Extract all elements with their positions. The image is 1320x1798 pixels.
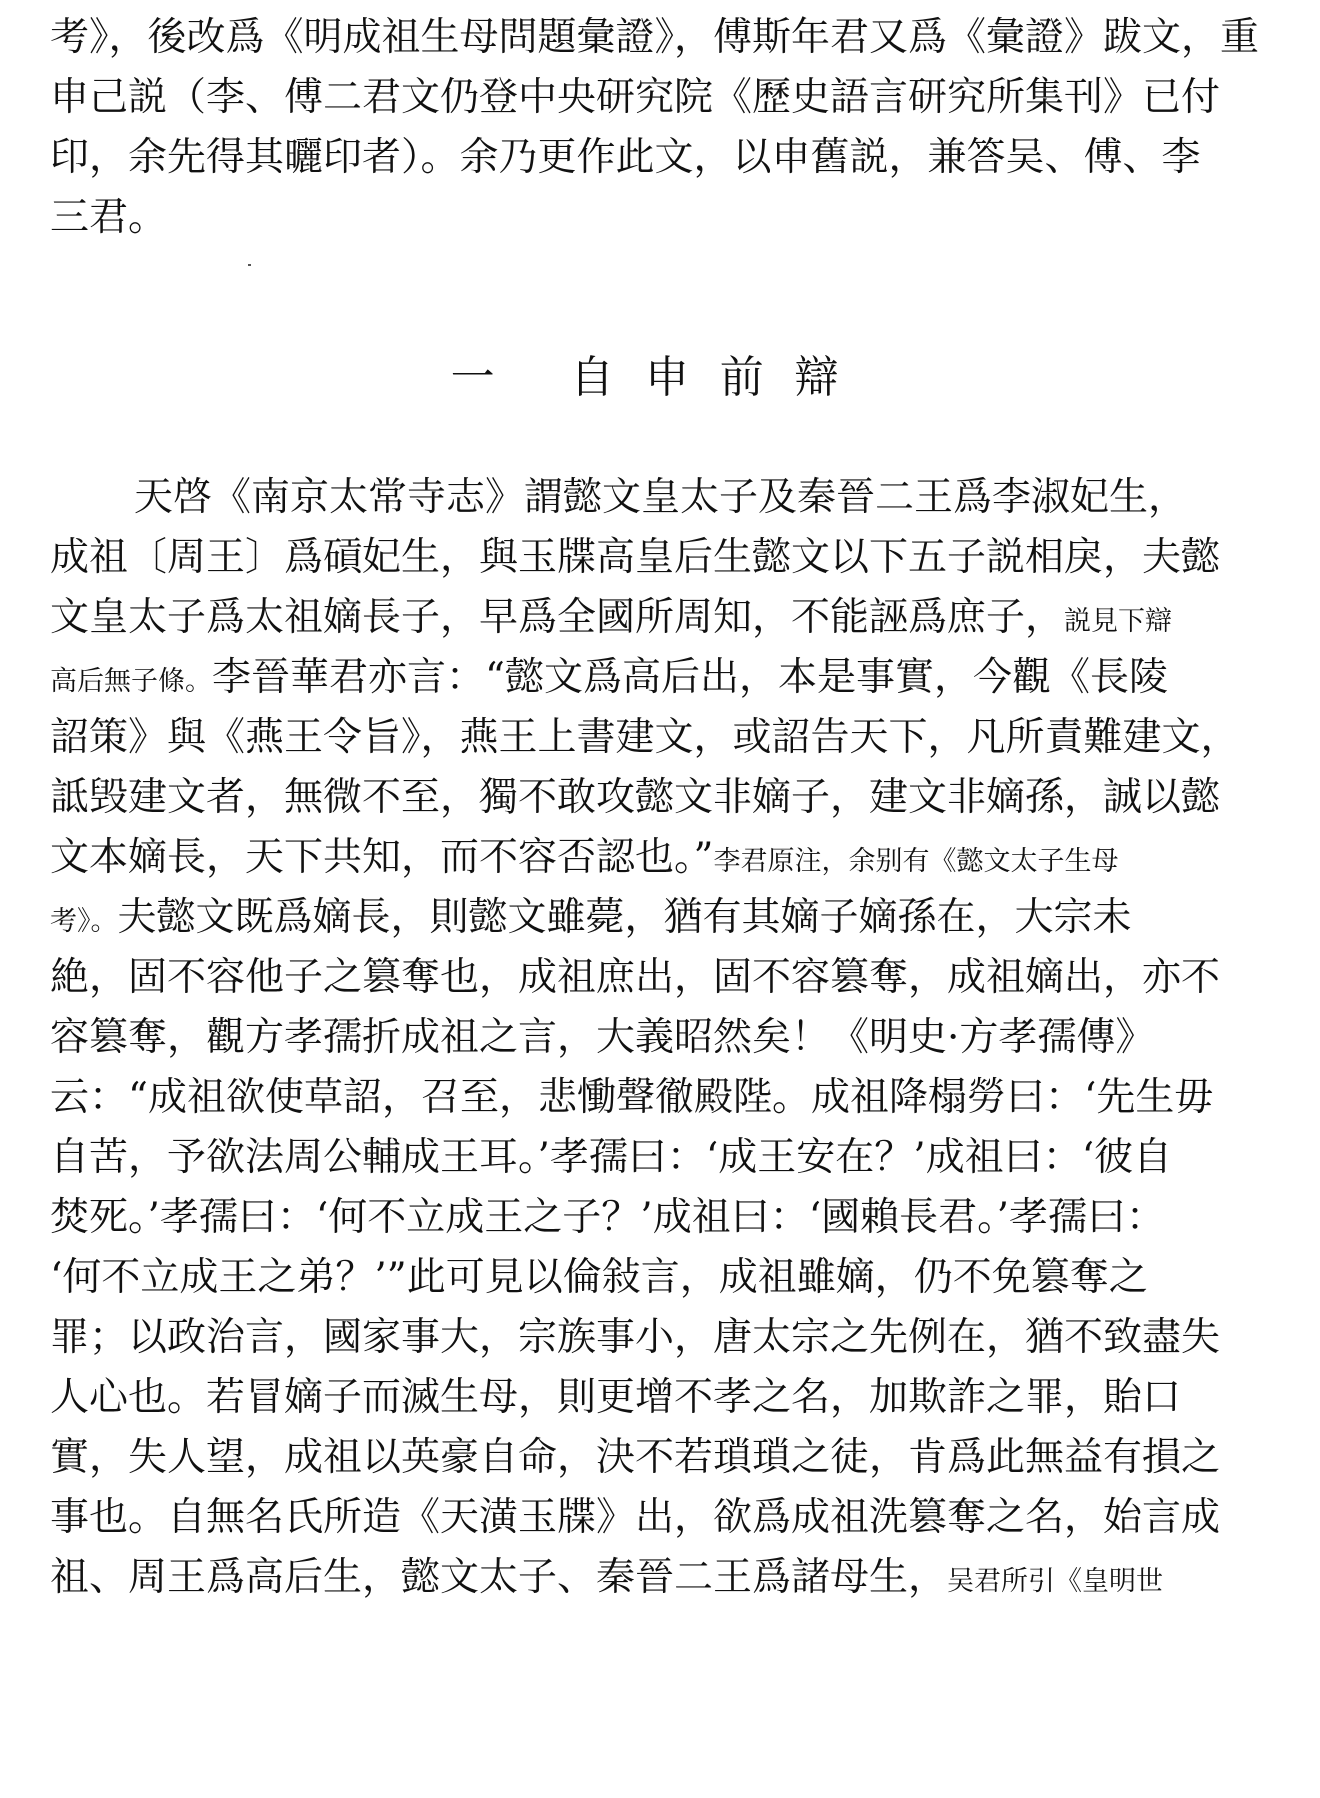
section-heading: 一 自申前辯 [450,352,870,403]
inline-note: 説見下辯 [1064,606,1173,637]
inline-note: 考》。 [50,906,118,937]
line-text: 自苦，予欲法周公輔成王耳。’孝孺曰：‘成王安在？’成祖曰：‘彼自 [50,1135,1173,1180]
text-line [50,1188,1270,1248]
line-text: 申己説（李、傅二君文仍登中央研究院《歷史語言研究所集刊》已付 [50,75,1221,120]
inline-note: 吴君所引《皇明世 [947,1566,1164,1597]
line-text: 祖、周王爲高后生，懿文太子、秦晉二王爲諸母生， [50,1555,948,1600]
line-text: 詔策》與《燕王令旨》，燕王上書建文，或詔告天下，凡所責難建文， [50,715,1240,760]
line-text: 考》，後改爲《明成祖生母問題彙證》，傅斯年君又爲《彙證》跋文，重 [50,15,1260,60]
text-line [50,1248,1270,1308]
line-text: 人心也。若冒嫡子而滅生母，則更增不孝之名，加欺詐之罪，貽口 [50,1375,1182,1420]
text-line [50,1128,1270,1188]
text-line [50,648,1270,708]
line-text: 夫懿文既爲嫡長，則懿文雖薨，猶有其嫡子嫡孫在，大宗未 [117,895,1132,940]
line-text: 天啓《南京太常寺志》謂懿文皇太子及秦晉二王爲李淑妃生， [134,475,1188,520]
line-text: 詆毁建文者，無微不至，獨不敢攻懿文非嫡子，建文非嫡孫，誠以懿 [50,775,1221,820]
line-text: 文本嫡長，天下共知，而不容否認也。” [50,835,714,880]
inline-note: 高后無子條。 [50,666,212,697]
text-line [50,1008,1270,1068]
text-line [50,468,1270,528]
text-line [50,708,1270,768]
line-text: 焚死。’孝孺曰：‘何不立成王之子？’成祖曰：‘國賴長君。’孝孺曰： [50,1195,1165,1240]
text-line [50,768,1270,828]
line-text: 三君。 [50,195,168,240]
inline-note: 李君原注，余别有《懿文太子生母 [713,846,1119,877]
line-text: 印，余先得其曬印者）。余乃更作此文，以申舊説，兼答吴、傅、李 [50,135,1201,180]
text-line [50,68,1270,128]
line-text: 云：“成祖欲使草詔，召至，悲慟聲徹殿陛。成祖降榻勞曰：‘先生毋 [50,1075,1214,1120]
line-text: 成祖〔周王〕爲碽妃生，與玉牒高皇后生懿文以下五子説相戾，夫懿 [50,535,1221,580]
text-line [50,888,1270,948]
text-line [50,1548,1270,1608]
text-line [50,528,1270,588]
text-line [50,8,1270,68]
text-line [50,828,1270,888]
text-line [50,1368,1270,1428]
scan-speck [248,264,251,266]
text-line [50,128,1270,188]
line-text: 罪；以政治言，國家事大，宗族事小，唐太宗之先例在，猶不致盡失 [50,1315,1221,1360]
line-text: 事也。自無名氏所造《天潢玉牒》出，欲爲成祖洗篡奪之名，始言成 [50,1495,1221,1540]
line-text: 容篡奪，觀方孝孺折成祖之言，大義昭然矣！《明史·方孝孺傳》 [50,1015,1155,1060]
text-line [50,1488,1270,1548]
text-line [50,188,1270,248]
text-line [50,588,1270,648]
line-text: 文皇太子爲太祖嫡長子，早爲全國所周知，不能誣爲庶子， [50,595,1065,640]
text-line [50,948,1270,1008]
text-line [50,1308,1270,1368]
text-line [50,1068,1270,1128]
line-text: 絶，固不容他子之篡奪也，成祖庶出，固不容篡奪，成祖嫡出，亦不 [50,955,1221,1000]
line-text: ‘何不立成王之弟？’”此可見以倫敍言，成祖雖嫡，仍不免篡奪之 [50,1255,1148,1300]
line-text: 實，失人望，成祖以英豪自命，決不若瑣瑣之徒，肯爲此無益有損之 [50,1435,1221,1480]
text-line [50,1428,1270,1488]
line-text: 李晉華君亦言：“懿文爲高后出，本是事實，今觀《長陵 [212,655,1168,700]
